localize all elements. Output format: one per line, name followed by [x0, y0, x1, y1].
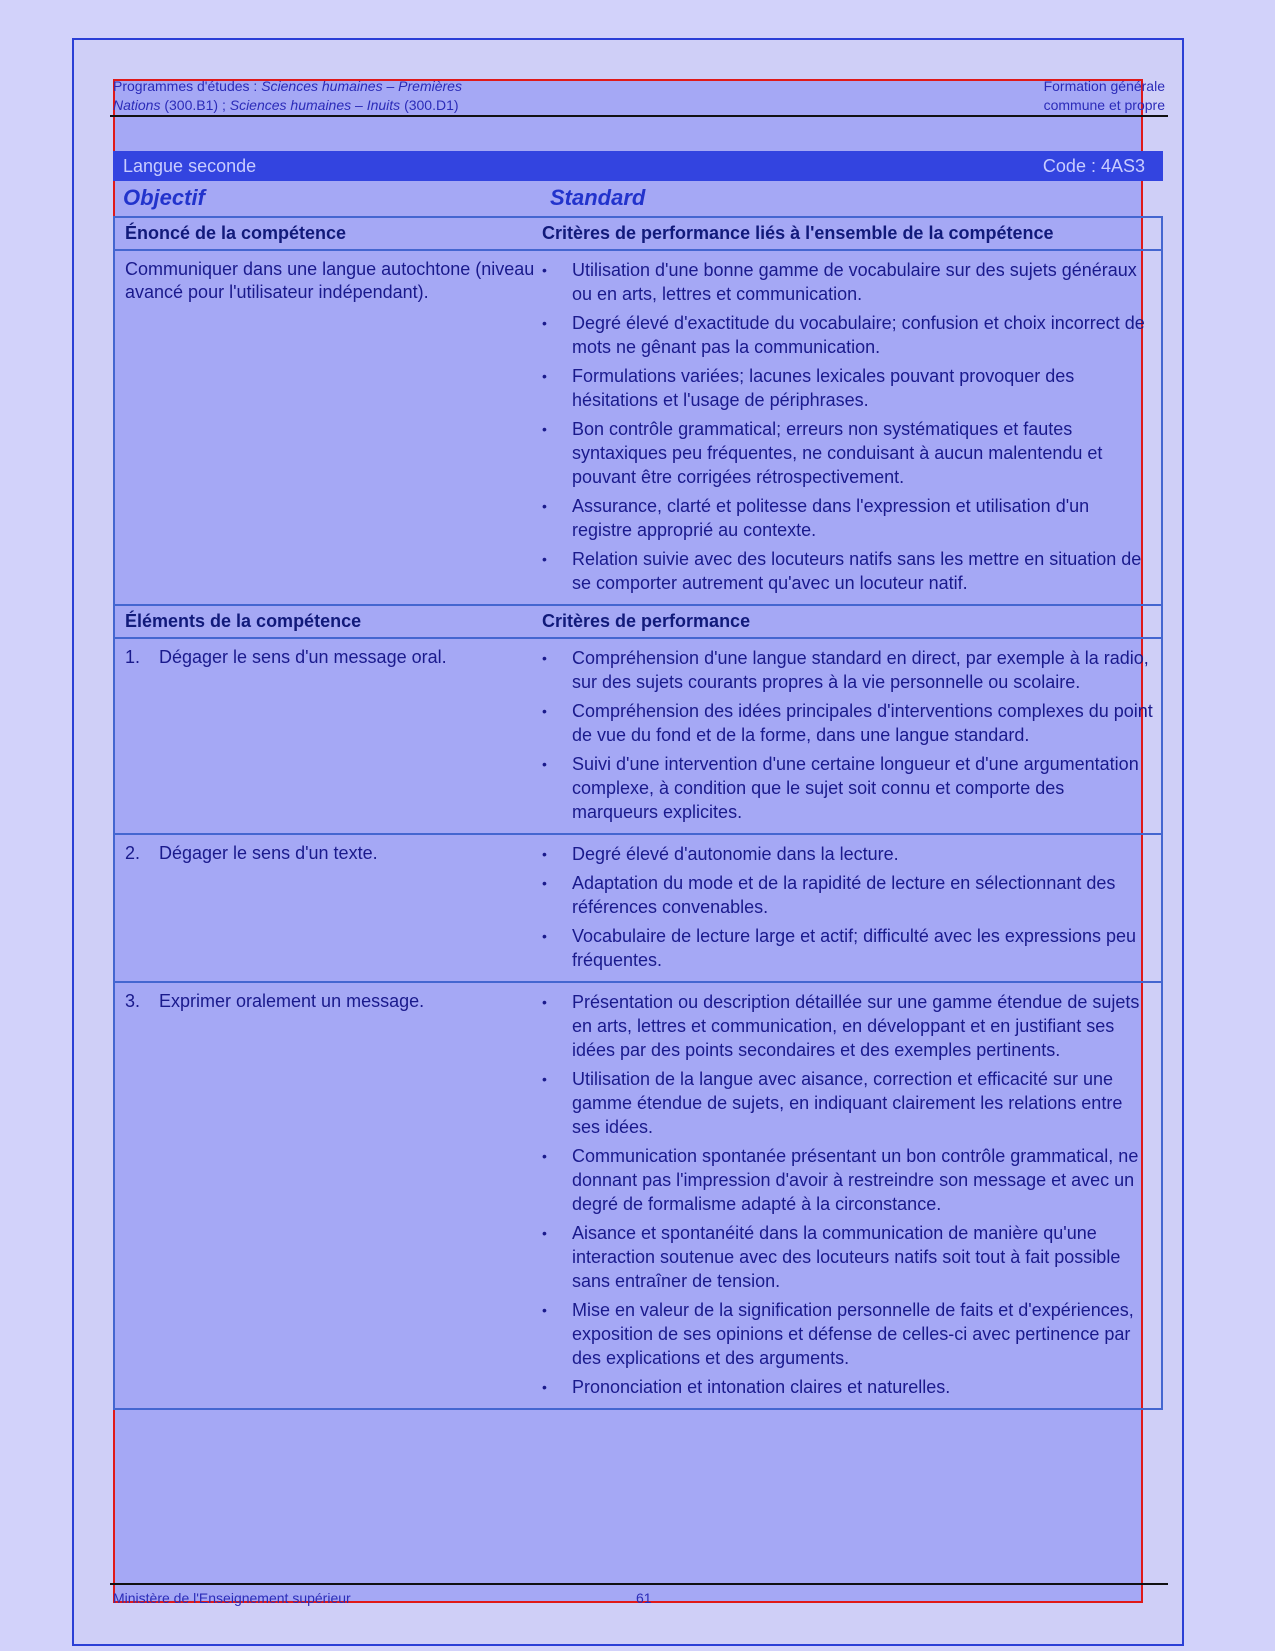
header-text: –: [382, 78, 399, 94]
criteres-list: [542, 983, 1161, 1408]
enonce-header: Énoncé de la compétence: [125, 223, 347, 243]
element-number: 3.: [125, 991, 141, 1011]
criterion-item: [542, 364, 1161, 412]
bullet-icon: •: [542, 846, 547, 862]
criterion-item: [542, 311, 1161, 359]
element-number: 2.: [125, 843, 141, 863]
section-band: [113, 151, 1163, 181]
criterion-text: Adaptation du mode et de la rapidité de lecture en sélectionnant des références convenables.: [572, 873, 1116, 917]
criterion-text: Compréhension d'une langue standard en direct, par exemple à la radio, sur des sujets courants propres à la vie personnelle ou scolaire.: [572, 648, 1149, 692]
criterion-text: Vocabulaire de lecture large et actif; difficulté avec les expressions peu fréquentes.: [572, 926, 1136, 970]
bullet-icon: •: [542, 994, 547, 1010]
element-text: Dégager le sens d'un texte.: [159, 843, 378, 863]
element-label: [115, 835, 542, 981]
element-row: [115, 833, 1161, 981]
criterion-item: [542, 494, 1161, 542]
criterion-text: Communication spontanée présentant un bon contrôle grammatical, ne donnant pas l'impression d'avoir à restreindre son message et avec un degré de formalisme adapté à la circonstance.: [572, 1146, 1139, 1214]
competence-table: [113, 216, 1163, 1410]
criterion-text: Présentation ou description détaillée sur une gamme étendue de sujets en arts, lettres et communication, en développant et en justifiant ses idées par des points secondaires et des exemples pertinents.: [572, 992, 1140, 1060]
criterion-item: [542, 646, 1161, 694]
header-text: (300.B1) ;: [160, 97, 230, 113]
bullet-icon: •: [542, 1071, 547, 1087]
criterion-item: [542, 990, 1161, 1062]
bullet-icon: •: [542, 1379, 547, 1395]
criterion-text: Bon contrôle grammatical; erreurs non systématiques et fautes syntaxiques peu fréquentes, ne conduisant à aucun malentendu et pouvant être corrigées rétrospectivement.: [572, 419, 1103, 487]
bullet-icon: •: [542, 928, 547, 944]
criteres-ensemble-header: Critères de performance liés à l'ensemble de la compétence: [542, 223, 1054, 243]
bullet-icon: •: [542, 875, 547, 891]
criterion-item: [542, 417, 1161, 489]
criteres-list: [542, 639, 1161, 833]
table-row: [115, 249, 1161, 604]
bullet-icon: •: [542, 650, 547, 666]
header-rule: [110, 115, 1168, 117]
criterion-text: Formulations variées; lacunes lexicales pouvant provoquer des hésitations et l'usage de périphrases.: [572, 366, 1075, 410]
header-right-text: Formation générale: [1043, 78, 1165, 94]
criteres-header: Critères de performance: [542, 611, 751, 631]
header-text: Sciences humaines: [261, 78, 383, 94]
header-text: Nations: [113, 97, 161, 113]
criterion-text: Degré élevé d'exactitude du vocabulaire; confusion et choix incorrect de mots ne gênant pas la communication.: [572, 313, 1145, 357]
criterion-item: [542, 842, 1161, 866]
criterion-text: Utilisation d'une bonne gamme de vocabulaire sur des sujets généraux ou en arts, lettres et communication.: [572, 260, 1137, 304]
criterion-item: [542, 1298, 1161, 1370]
header-text: Sciences humaines: [229, 97, 352, 113]
header-text: Premières: [398, 78, 462, 94]
bullet-icon: •: [542, 498, 547, 514]
bullet-icon: •: [542, 1225, 547, 1241]
element-label: [115, 639, 542, 833]
criterion-text: Mise en valeur de la signification personnelle de faits et d'expériences, exposition de ses opinions et défense de celles-ci avec pertinence par des explications et des arguments.: [572, 1300, 1134, 1368]
footer-rule: [110, 1583, 1168, 1585]
criterion-text: Aisance et spontanéité dans la communication de manière qu'une interaction soutenue avec des locuteurs natifs soit tout à fait possible sans entraîner de tension.: [572, 1223, 1121, 1291]
criterion-text: Compréhension des idées principales d'interventions complexes du point de vue du fond et de la forme, dans une langue standard.: [572, 701, 1153, 745]
table-header-row: [115, 218, 1161, 249]
header-text: Programmes d'études :: [113, 78, 262, 94]
criterion-item: [542, 1067, 1161, 1139]
header-text: –: [351, 97, 367, 113]
criteres-ensemble-list: [542, 251, 1161, 604]
element-number: 1.: [125, 647, 141, 667]
bullet-icon: •: [542, 1302, 547, 1318]
standard-label: Standard: [550, 185, 646, 210]
bullet-icon: •: [542, 551, 547, 567]
criteres-list: [542, 835, 1161, 981]
criterion-text: Prononciation et intonation claires et naturelles.: [572, 1377, 951, 1397]
criterion-item: [542, 1221, 1161, 1293]
criterion-item: [542, 699, 1161, 747]
bullet-icon: •: [542, 421, 547, 437]
bullet-icon: •: [542, 756, 547, 772]
criterion-item: [542, 1375, 1161, 1399]
table-header-row: [115, 604, 1161, 637]
criterion-item: [542, 871, 1161, 919]
criterion-item: [542, 258, 1161, 306]
bullet-icon: •: [542, 368, 547, 384]
header-text: Inuits: [366, 97, 401, 113]
criterion-text: Suivi d'une intervention d'une certaine longueur et d'une argumentation complexe, à condition que le sujet soit connu et comporte des marqueurs explicites.: [572, 754, 1139, 822]
element-row: [115, 981, 1161, 1408]
criterion-item: [542, 1144, 1161, 1216]
criterion-text: Assurance, clarté et politesse dans l'expression et utilisation d'un registre approprié au contexte.: [572, 496, 1090, 540]
elements-header: Éléments de la compétence: [125, 611, 362, 631]
element-label: [115, 983, 542, 1408]
header-text: (300.D1): [400, 97, 459, 113]
bullet-icon: •: [542, 262, 547, 278]
element-text: Dégager le sens d'un message oral.: [159, 647, 447, 667]
footer-text: Ministère de l'Enseignement supérieur: [113, 1590, 351, 1606]
bullet-icon: •: [542, 703, 547, 719]
criterion-text: Degré élevé d'autonomie dans la lecture.: [572, 844, 899, 864]
element-text: Exprimer oralement un message.: [159, 991, 425, 1011]
criterion-text: Relation suivie avec des locuteurs natifs sans les mettre en situation de se comporter autrement qu'avec un locuteur natif.: [572, 549, 1142, 593]
section-code: Code : 4AS3: [1042, 156, 1145, 176]
criterion-item: [542, 924, 1161, 972]
criterion-text: Utilisation de la langue avec aisance, correction et efficacité sur une gamme étendue de sujets, en indiquant clairement les relations entre ses idées.: [572, 1069, 1123, 1137]
page-number: 61: [636, 1590, 652, 1606]
element-row: [115, 637, 1161, 833]
criterion-item: [542, 752, 1161, 824]
header-right-text: commune et propre: [1043, 97, 1165, 113]
section-title: Langue seconde: [123, 156, 257, 176]
objectif-label: Objectif: [123, 185, 205, 210]
bullet-icon: •: [542, 1148, 547, 1164]
enonce-text: Communiquer dans une langue autochtone (niveau avancé pour l'utilisateur indépendant).: [125, 259, 535, 302]
bullet-icon: •: [542, 315, 547, 331]
criterion-item: [542, 547, 1161, 595]
